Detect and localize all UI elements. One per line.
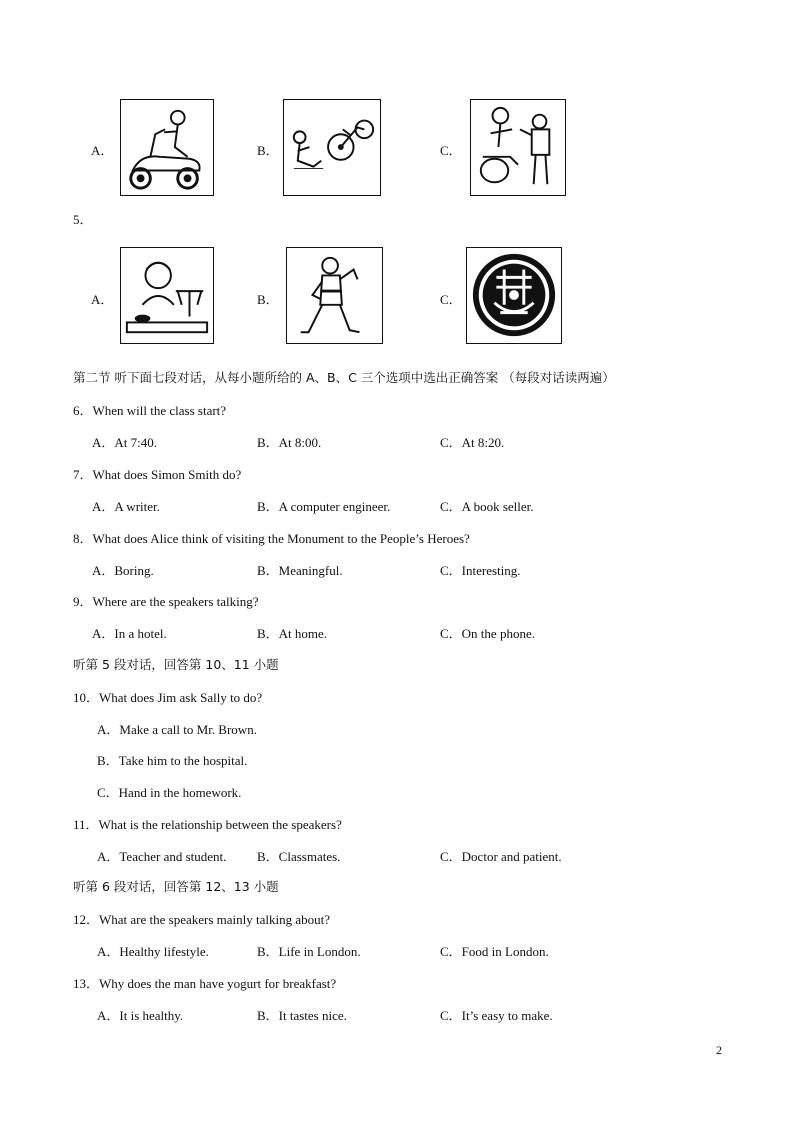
q13-option-a: A．It is healthy. — [97, 1008, 184, 1023]
dialog-6-heading: 听第 6 段对话，回答第 12、13 小题 — [73, 879, 279, 894]
q11-option-a: A．Teacher and student. — [97, 849, 227, 864]
question-6: 6．When will the class start? — [73, 403, 227, 418]
kungfu-boy-picture — [286, 247, 383, 344]
q12-option-c: C．Food in London. — [440, 944, 549, 959]
q12-option-b: B．Life in London. — [257, 944, 361, 959]
question-10: 10．What does Jim ask Sally to do? — [73, 690, 263, 705]
q12-option-a: A．Healthy lifestyle. — [97, 944, 209, 959]
q11-option-c: C．Doctor and patient. — [440, 849, 562, 864]
rider-and-man-picture — [470, 99, 566, 196]
q10-option-a: A．Make a call to Mr. Brown. — [97, 722, 257, 737]
q5-option-b-label: B． — [257, 292, 279, 307]
q9-option-b: B．At home. — [257, 626, 328, 641]
question-12: 12．What are the speakers mainly talking about? — [73, 912, 331, 927]
q9-option-a: A．In a hotel. — [92, 626, 167, 641]
q6-option-a: A．At 7:40. — [92, 435, 158, 450]
q7-option-c: C．A book seller. — [440, 499, 534, 514]
q5-option-c-label: C． — [440, 292, 462, 307]
scooter-rider-picture — [120, 99, 214, 196]
page-number: 2 — [716, 1043, 722, 1057]
section-2-heading: 第二节 听下面七段对话，从每小题所给的 A、B、C 三个选项中选出正确答案 （每段对话读两遍） — [73, 370, 615, 385]
question-11: 11．What is the relationship between the speakers? — [73, 817, 342, 832]
q10-option-c: C．Hand in the homework. — [97, 785, 242, 800]
q5-option-a-label: A． — [91, 292, 114, 307]
q11-option-b: B．Classmates. — [257, 849, 341, 864]
question-7: 7．What does Simon Smith do? — [73, 467, 242, 482]
question-9: 9．Where are the speakers talking? — [73, 594, 259, 609]
row1-option-a-label: A． — [91, 143, 114, 158]
q7-option-b: B．A computer engineer. — [257, 499, 391, 514]
question-5-number: 5． — [73, 212, 93, 227]
dialog-5-heading: 听第 5 段对话，回答第 10、11 小题 — [73, 657, 279, 672]
q7-option-a: A．A writer. — [92, 499, 160, 514]
q8-option-b: B．Meaningful. — [257, 563, 343, 578]
q13-option-b: B．It tastes nice. — [257, 1008, 347, 1023]
boy-weighing-scale-picture — [120, 247, 214, 344]
row1-option-b-label: B． — [257, 143, 279, 158]
q8-option-a: A．Boring. — [92, 563, 154, 578]
q6-option-c: C．At 8:20. — [440, 435, 505, 450]
q8-option-c: C．Interesting. — [440, 563, 521, 578]
question-13: 13．Why does the man have yogurt for breakfast? — [73, 976, 337, 991]
question-8: 8．What does Alice think of visiting the Monument to the People’s Heroes? — [73, 531, 470, 546]
q13-option-c: C．It’s easy to make. — [440, 1008, 553, 1023]
fallen-cyclist-picture — [283, 99, 381, 196]
q10-option-b: B．Take him to the hospital. — [97, 753, 248, 768]
q6-option-b: B．At 8:00. — [257, 435, 322, 450]
row1-option-c-label: C． — [440, 143, 462, 158]
q9-option-c: C．On the phone. — [440, 626, 535, 641]
paper-cutting-picture — [466, 247, 562, 344]
